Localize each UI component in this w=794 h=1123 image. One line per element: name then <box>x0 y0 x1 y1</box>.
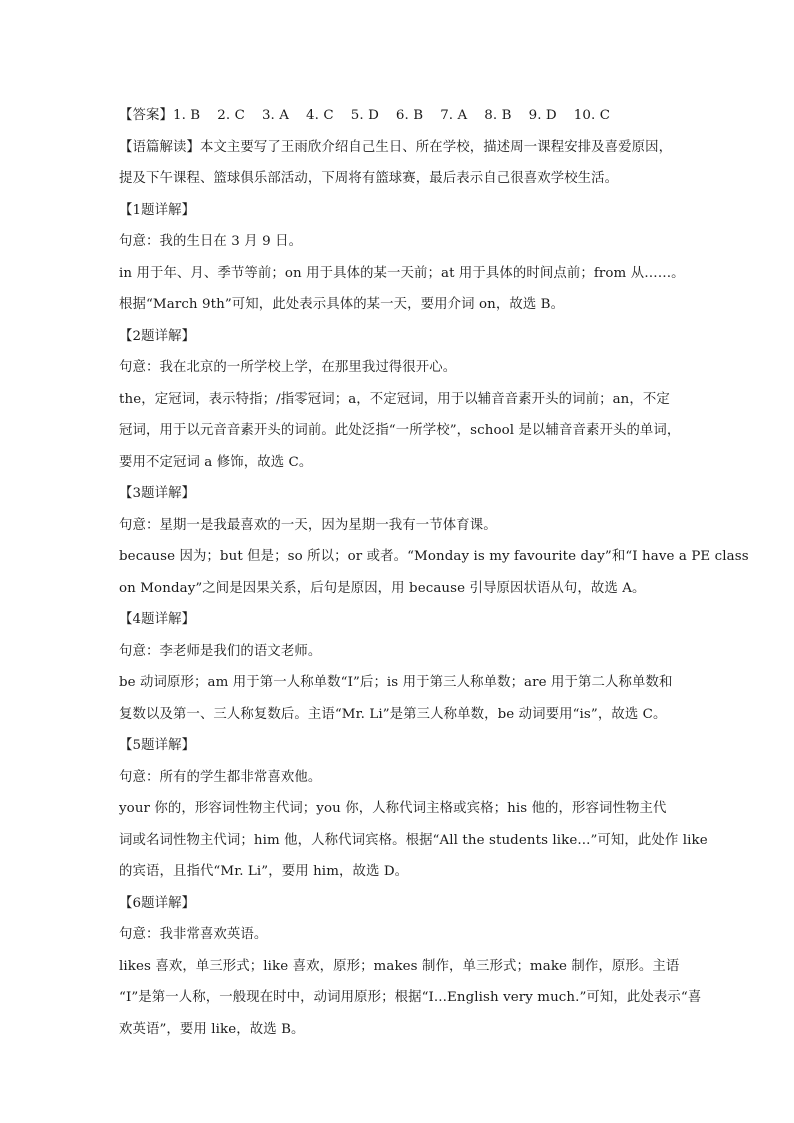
question-heading: 【4题详解】 <box>119 612 196 627</box>
question-heading: 【6题详解】 <box>119 895 196 911</box>
explanation-text: the，定冠词，表示特指；/指零冠词；a，不定冠词，用于以辅音音素开头的词前；an，不定 <box>119 391 670 407</box>
answer-item: 10. C <box>573 108 611 123</box>
explanation-text: likes 喜欢，单三形式；like 喜欢，原形；makes 制作，单三形式；make 制作，原形。主语 <box>119 958 680 974</box>
answer-key-line <box>119 100 679 132</box>
answer-item: 8. B <box>484 108 512 123</box>
sentence-meaning: 句意：我非常喜欢英语。 <box>119 927 268 942</box>
overview-text: 本文主要写了王雨欣介绍自己生日、所在学校，描述周一课程安排及喜爱原因， <box>199 139 673 155</box>
answer-item: 6. B <box>395 108 424 123</box>
answer-key-label: 【答案】 <box>119 108 173 123</box>
answer-item: 2. C <box>217 108 245 123</box>
answer-item: 3. A <box>261 108 290 123</box>
explanation-text: on Monday”之间是因果关系，后句是原因，用 because 引导原因状语从句，故选 A。 <box>119 580 646 596</box>
explanation-text: in 用于年、月、季节等前；on 用于具体的某一天前；at 用于具体的时间点前；from 从……。 <box>119 265 685 281</box>
overview-text: 提及下午课程、篮球俱乐部活动，下周将有篮球赛，最后表示自己很喜欢学校生活。 <box>119 171 619 186</box>
answer-explanation <box>119 100 749 1045</box>
answer-item: 4. C <box>306 108 334 123</box>
answer-item: 7. A <box>440 108 468 123</box>
explanation-text: because 因为；but 但是；so 所以；or 或者。“Monday is my favourite day”和“I have a PE class <box>119 549 749 564</box>
overview-label: 【语篇解读】 <box>119 139 200 155</box>
explanation-text: your 你的，形容词性物主代词；you 你，人称代词主格或宾格；his 他的，形容词性物主代 <box>119 801 667 816</box>
sentence-meaning: 句意：我的生日在 3 月 9 日。 <box>119 234 303 249</box>
explanation-text: 欢英语”，要用 like，故选 B。 <box>119 1021 305 1037</box>
answer-item: 5. D <box>350 108 379 123</box>
question-heading: 【1题详解】 <box>119 202 196 218</box>
sentence-meaning: 句意：李老师是我们的语文老师。 <box>119 643 322 659</box>
question-heading: 【5题详解】 <box>119 738 196 753</box>
explanation-text: 根据“March 9th”可知，此处表示具体的某一天，要用介词 on，故选 B。 <box>119 297 565 312</box>
explanation-text: be 动词原形；am 用于第一人称单数“I”后；is 用于第三人称单数；are 用于第二人称单数和 <box>119 675 673 690</box>
explanation-text: 词或名词性物主代词；him 他，人称代词宾格。根据“All the students like...”可知，此处作 like <box>119 832 708 848</box>
question-heading: 【2题详解】 <box>119 328 196 344</box>
question-heading: 【3题详解】 <box>119 486 196 501</box>
explanation-text: 复数以及第一、三人称复数后。主语“Mr. Li”是第三人称单数，be 动词要用“is”，故选 C。 <box>119 706 667 722</box>
explanation-text: 冠词，用于以元音音素开头的词前。此处泛指“一所学校”，school 是以辅音音素开头的单词， <box>119 423 681 438</box>
explanation-text: 要用不定冠词 a 修饰，故选 C。 <box>119 454 313 470</box>
answer-item: 1. B <box>172 108 201 123</box>
sentence-meaning: 句意：所有的学生都非常喜欢他。 <box>119 769 322 785</box>
sentence-meaning: 句意：我在北京的一所学校上学，在那里我过得很开心。 <box>119 360 457 375</box>
sentence-meaning: 句意：星期一是我最喜欢的一天，因为星期一我有一节体育课。 <box>119 517 497 533</box>
explanation-text: 的宾语，且指代“Mr. Li”，要用 him，故选 D。 <box>119 864 409 879</box>
overview-line <box>119 132 679 164</box>
answer-item: 9. D <box>528 108 557 123</box>
explanation-text: “I”是第一人称，一般现在时中，动词用原形；根据“I...English very much.”可知，此处表示“喜 <box>119 990 702 1005</box>
